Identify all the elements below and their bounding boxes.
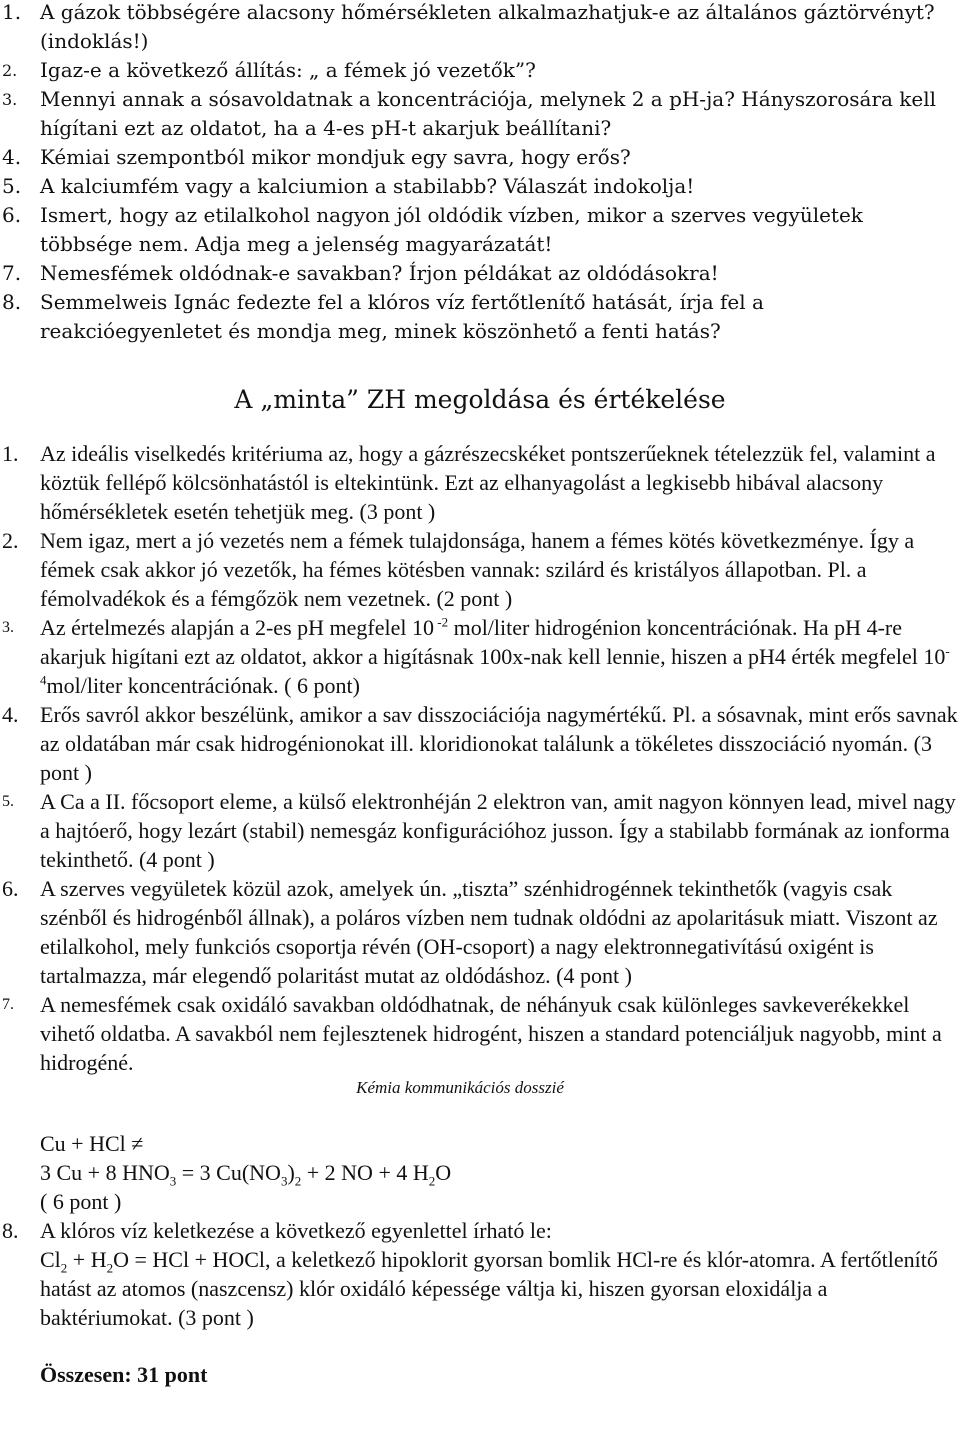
answer-7-points: ( 6 pont ) xyxy=(40,1189,122,1214)
answer-8 xyxy=(0,1216,960,1332)
question-number: 3. xyxy=(2,90,18,109)
answer-number: 2. xyxy=(2,528,19,553)
question-text: A gázok többségére alacsony hőmérsékleten alkalmazhatjuk-e az általános gáztörvényt? (indoklás!) xyxy=(40,0,935,53)
answer-text: A klóros víz keletkezése a következő egyenlettel írható le: xyxy=(40,1218,552,1243)
answer-3 xyxy=(0,613,960,700)
question-number: 5. xyxy=(2,174,22,198)
superscript: -2 xyxy=(433,614,449,630)
spacer xyxy=(0,1332,960,1360)
question-2 xyxy=(0,56,950,85)
spacer xyxy=(40,1099,960,1129)
answer-number: 4. xyxy=(2,702,19,727)
answer-7 xyxy=(0,990,960,1077)
question-8 xyxy=(0,288,950,346)
answer-number: 8. xyxy=(2,1218,19,1243)
subscript: 2 xyxy=(60,1260,68,1276)
question-list xyxy=(0,0,960,346)
answer-number: 6. xyxy=(2,876,19,901)
question-number: 6. xyxy=(2,203,22,227)
answer-list xyxy=(0,439,960,1077)
question-text: Ismert, hogy az etilalkohol nagyon jól oldódik vízben, mikor a szerves vegyületek többsége nem. Adja meg a jelenség magyarázatát! xyxy=(40,203,863,256)
subscript: 2 xyxy=(106,1260,114,1276)
answer-text-part: O = HCl + HOCl, a keletkező hipoklorit gyorsan bomlik HCl-re és klór-atomra. A fertőtlenítő hatást az atomos (naszcensz) klór oxidáló képessége váltja ki, hiszen gyorsan eloxidálja a baktériumokat. (3 pont ) xyxy=(40,1247,938,1330)
question-number: 2. xyxy=(2,61,18,80)
answer-text: Az ideális viselkedés kritériuma az, hogy a gázrészecskéket pontszerűeknek tételezzük fel, valamint a köztük fellépő kölcsönhatástól is eltekintünk. Ezt az elhanyagolást a legkisebb hibával alacsony hőmérsékletek esetén tehetjük meg. (3 pont ) xyxy=(40,441,936,524)
answer-text-part: mol/liter hidrogénion koncentrációnak. Ha pH 4-re akarjuk higítani ezt az oldatot, akkor a higításnak 100x-nak kell lennie, hiszen a pH4 érték megfelel 10 xyxy=(40,615,946,669)
answer-number: 5. xyxy=(2,793,14,810)
question-text: Semmelweis Ignác fedezte fel a klóros víz fertőtlenítő hatását, írja fel a reakcióegyenletet és mondja meg, minek köszönhető a fenti hatás? xyxy=(40,290,764,343)
answer-text: Erős savról akkor beszélünk, amikor a sav disszociációja nagymértékű. Pl. a sósavnak, mint erős savnak az oldatában már csak hidrogénionokat ill. kloridionokat találunk a tökéletes disszociáció nyomán. (3 pont ) xyxy=(40,702,958,785)
subscript: 2 xyxy=(428,1173,436,1189)
answer-5 xyxy=(0,787,960,874)
answer-text: A nemesfémek csak oxidáló savakban oldódhatnak, de néhányuk csak különleges savkeverékekkel vihető oldatba. A savakból nem fejlesztenek hidrogént, hiszen a standard potenciáljuk nagyobb, mint a hidrogéné. xyxy=(40,992,942,1075)
footer-note: Kémia kommunikációs dosszié xyxy=(356,1078,564,1097)
question-1 xyxy=(0,0,950,56)
equation-part: Cl xyxy=(40,1247,61,1272)
question-text: Nemesfémek oldódnak-e savakban? Írjon példákat az oldódásokra! xyxy=(40,261,719,285)
equation-part: + H xyxy=(67,1247,107,1272)
question-6 xyxy=(0,201,950,259)
question-text: A kalciumfém vagy a kalciumion a stabilabb? Válaszát indokolja! xyxy=(40,174,695,198)
equation-cu-hno3 xyxy=(40,1158,960,1187)
question-text: Igaz-e a következő állítás: „ a fémek jó vezetők”? xyxy=(40,58,536,82)
question-7 xyxy=(0,259,950,288)
superscript: -4 xyxy=(40,643,950,688)
equation-part: = 3 Cu(NO xyxy=(176,1160,281,1185)
answer-text: A Ca a II. főcsoport eleme, a külső elektronhéján 2 elektron van, amit nagyon könnyen lead, mivel nagy a hajtóerő, hogy lezárt (stabil) nemesgáz konfigurációhoz jusson. Így a stabilabb formának az ionforma tekinthető. (4 pont ) xyxy=(40,789,956,872)
equation-part: 3 Cu + 8 HNO xyxy=(40,1160,170,1185)
answer-text: A szerves vegyületek közül azok, amelyek ún. „tiszta” szénhidrogénnek tekinthetők (vagyis csak szénből és hidrogénből állnak), a poláros vízben nem tudnak oldódni az apolaritásuk miatt. Viszont az etilalkohol, mely funkciós csoportja révén (OH-csoport) a nagy elektronnegativítású oxigént is tartalmazza, már elegendő polaritást mutat az oldódáshoz. (4 pont ) xyxy=(40,876,938,988)
equation-cu-hcl: Cu + HCl ≠ xyxy=(40,1131,144,1156)
answer-list-2 xyxy=(0,1216,960,1332)
answer-7-continuation xyxy=(0,1077,960,1216)
section-heading: A „minta” ZH megoldása és értékelése xyxy=(234,385,726,414)
equation-part: O xyxy=(435,1160,452,1185)
answer-number: 3. xyxy=(2,619,14,636)
answer-number: 7. xyxy=(2,996,14,1013)
question-4 xyxy=(0,143,950,172)
equation-part: ) xyxy=(287,1160,295,1185)
subscript: 3 xyxy=(280,1173,288,1189)
question-number: 1. xyxy=(2,0,22,24)
answer-6 xyxy=(0,874,960,990)
answer-text-part: mol/liter koncentrációnak. ( 6 pont) xyxy=(46,673,360,698)
answer-4 xyxy=(0,700,960,787)
subscript: 3 xyxy=(169,1173,177,1189)
answer-text: Nem igaz, mert a jó vezetés nem a fémek tulajdonsága, hanem a fémes kötés következménye. Így a fémek csak akkor jó vezetők, ha fémes kötésben vannak: szilárd és kristályos állapotban. Pl. a fémolvadékok és a fémgőzök nem vezetnek. (2 pont ) xyxy=(40,528,915,611)
question-5 xyxy=(0,172,950,201)
question-number: 4. xyxy=(2,145,22,169)
answer-text-part: Az értelmezés alapján a 2-es pH megfelel 10 xyxy=(40,615,434,640)
total-score: Összesen: 31 pont xyxy=(40,1362,208,1387)
answer-number: 1. xyxy=(2,441,19,466)
question-number: 8. xyxy=(2,290,22,314)
question-3 xyxy=(0,85,950,143)
question-number: 7. xyxy=(2,261,22,285)
subscript: 2 xyxy=(294,1173,302,1189)
equation-part: + 2 NO + 4 H xyxy=(301,1160,429,1185)
answer-1 xyxy=(0,439,960,526)
question-text: Mennyi annak a sósavoldatnak a koncentrációja, melynek 2 a pH-ja? Hányszorosára kell hígítani ezt az oldatot, ha a 4-es pH-t akarjuk beállítani? xyxy=(40,87,937,140)
question-text: Kémiai szempontból mikor mondjuk egy savra, hogy erős? xyxy=(40,145,631,169)
answer-2 xyxy=(0,526,960,613)
